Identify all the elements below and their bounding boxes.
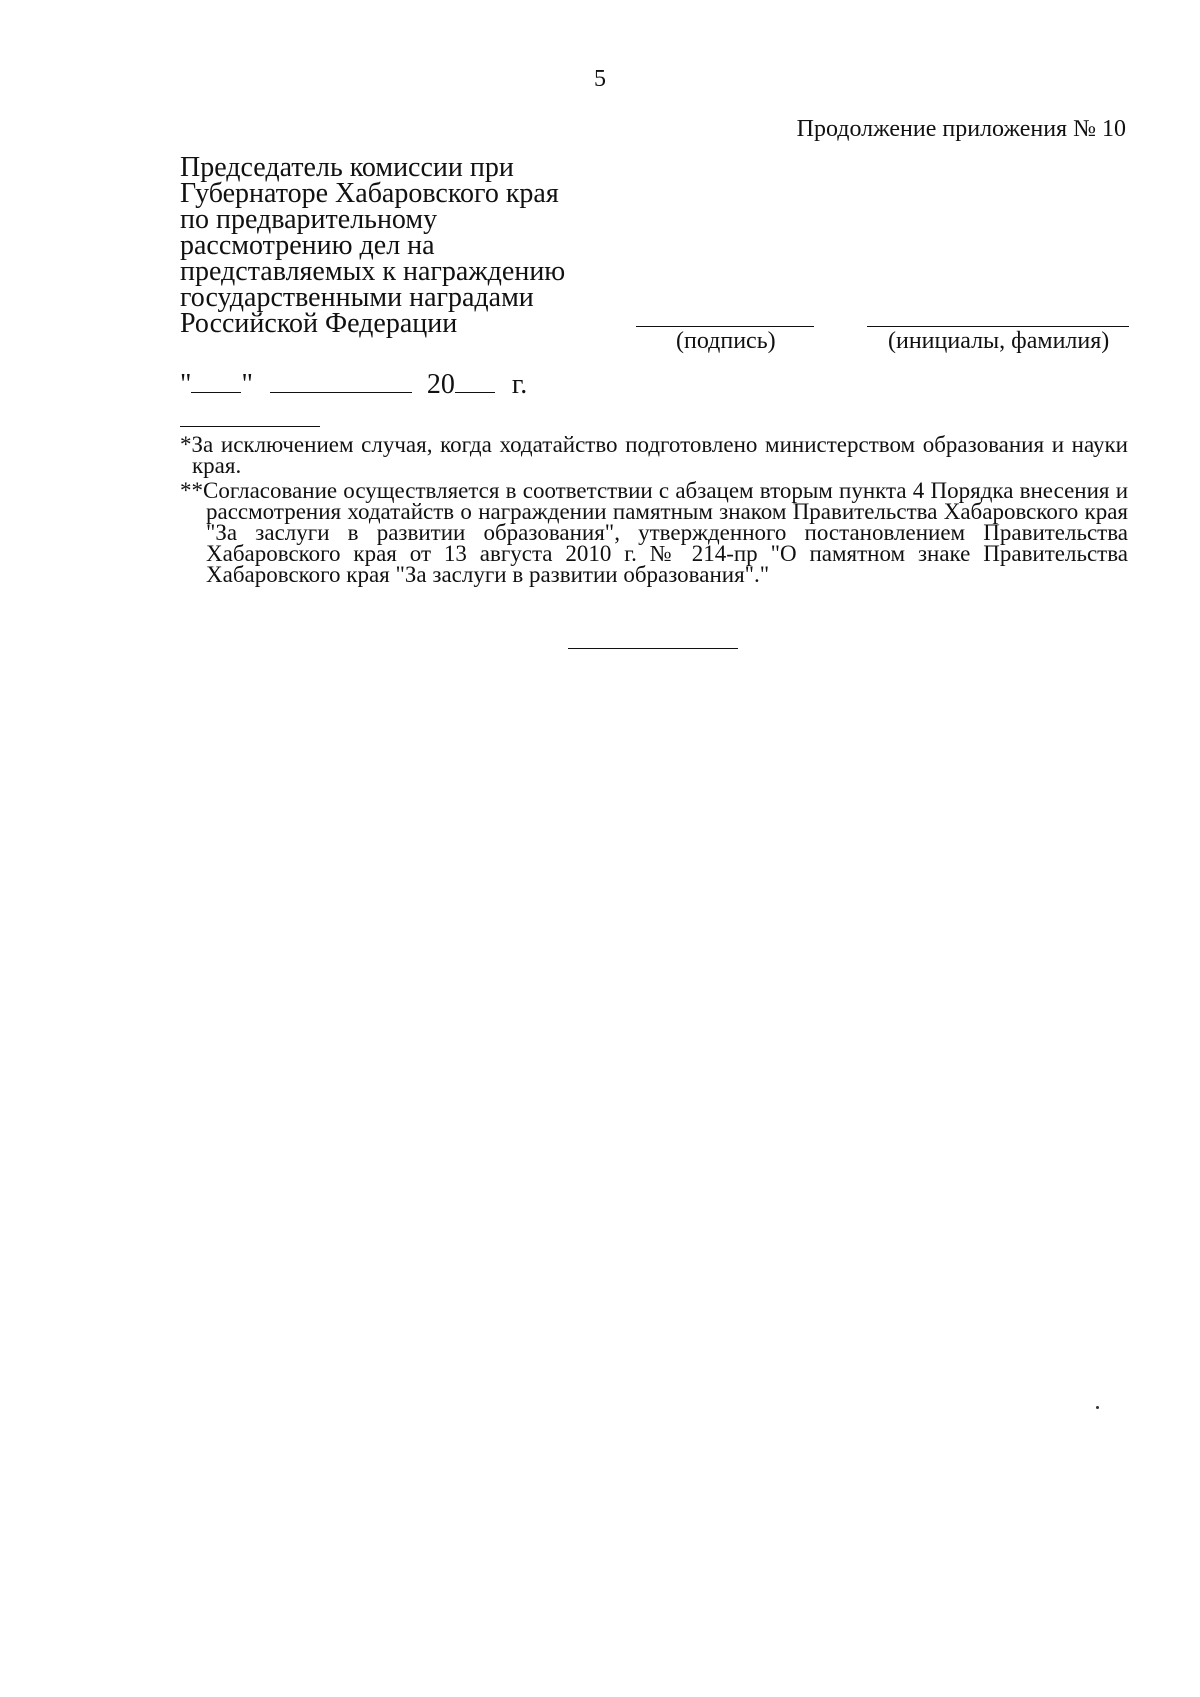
chairman-title-line: государственными наградами xyxy=(180,282,534,313)
footnote-text: За исключением случая, когда ходатайство подготовлено министерством образования и науки края. xyxy=(191,432,1128,478)
scan-speck xyxy=(1096,1406,1099,1409)
initials-caption: (инициалы, фамилия) xyxy=(888,328,1110,354)
chairman-title-line: Губернаторе Хабаровского края xyxy=(180,178,559,209)
date-close-quote: " xyxy=(241,369,253,400)
chairman-title-line: Председатель комиссии при xyxy=(180,152,514,183)
date-line xyxy=(180,368,527,401)
date-open-quote: " xyxy=(180,369,192,400)
footnotes xyxy=(180,434,1128,589)
year-prefix: 20 xyxy=(426,369,455,400)
footnote-separator xyxy=(180,426,320,427)
footnote-marker: ** xyxy=(180,478,203,503)
year-suffix: г. xyxy=(511,369,528,400)
footnote-text: Согласование осуществляется в соответствии с абзацем вторым пункта 4 Порядка внесения и рассмотрения ходатайств о награждении памятным знаком Правительства Хабаровского края "За заслуги в развитии образования", утвержденного постановлением Правительства Хабаровского края от 13 августа 2010 г. № 214-пр "О памятном знаке Правительства Хабаровского края "За заслуги в развитии образования"." xyxy=(203,478,1128,587)
appendix-continuation-note: Продолжение приложения № 10 xyxy=(796,116,1126,142)
year-blank xyxy=(455,368,495,393)
initials-line xyxy=(867,326,1129,327)
chairman-title-line: рассмотрению дел на xyxy=(180,230,435,261)
chairman-title-line: Российской Федерации xyxy=(180,308,458,339)
signature-caption: (подпись) xyxy=(676,328,776,354)
chairman-title xyxy=(180,152,600,339)
day-blank xyxy=(191,368,241,393)
footnote-item xyxy=(180,434,1128,476)
month-blank xyxy=(270,368,412,393)
signature-line xyxy=(636,326,814,327)
chairman-title-line: по предварительному xyxy=(180,204,438,235)
chairman-title-line: представляемых к награждению xyxy=(180,256,566,287)
end-of-document-rule xyxy=(568,648,738,649)
page-number: 5 xyxy=(594,66,606,92)
footnote-marker: * xyxy=(180,432,192,457)
footnote-item xyxy=(180,480,1128,585)
